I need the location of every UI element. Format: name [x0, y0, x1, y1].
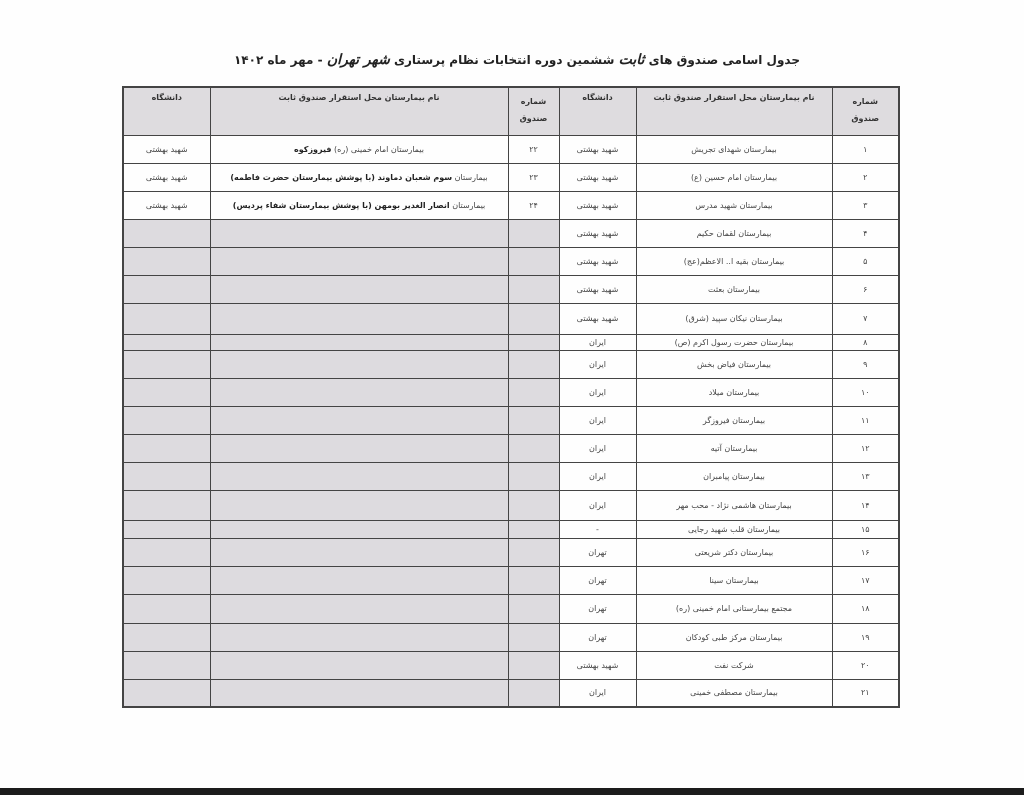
empty-cell [508, 490, 559, 520]
university: تهران [559, 594, 636, 623]
empty-cell [123, 275, 210, 303]
table-row [123, 275, 899, 303]
university: تهران [559, 623, 636, 651]
empty-cell [508, 434, 559, 462]
empty-cell [508, 406, 559, 434]
empty-cell [123, 462, 210, 490]
empty-cell [210, 406, 508, 434]
table-row [123, 434, 899, 462]
table-row [123, 679, 899, 707]
hospital-name: بیمارستان مصطفی خمینی [636, 679, 832, 707]
empty-cell [210, 247, 508, 275]
box-number: ۱۶ [832, 538, 899, 566]
box-number: ۱۳ [832, 462, 899, 490]
empty-cell [508, 520, 559, 538]
hospital-name: بیمارستان شهید مدرس [636, 191, 832, 219]
empty-cell [123, 566, 210, 594]
box-number: ۱۴ [832, 490, 899, 520]
empty-cell [508, 651, 559, 679]
empty-cell [508, 219, 559, 247]
bottom-bar [0, 788, 1024, 795]
empty-cell [123, 219, 210, 247]
header-box-number-left: شماره صندوق [508, 87, 559, 135]
hospital-name-bold: سوم شعبان دماوند (با پوشش بیمارستان حضرت فاطمه) [230, 172, 453, 182]
empty-cell [123, 303, 210, 334]
empty-cell [210, 651, 508, 679]
university: شهید بهشتی [559, 247, 636, 275]
hospital-name-prefix: بیمارستان امام خمینی (ره) [331, 144, 424, 154]
hospital-name: شرکت نفت [636, 651, 832, 679]
hospital-name [210, 135, 508, 163]
hospital-name: بیمارستان قلب شهید رجایی [636, 520, 832, 538]
empty-cell [123, 406, 210, 434]
title-part-2: ششمین دوره انتخابات نظام پرستاری [389, 53, 619, 67]
table-row [123, 191, 899, 219]
university: شهید بهشتی [559, 275, 636, 303]
hospital-name: بیمارستان هاشمی نژاد - محب مهر [636, 490, 832, 520]
hospital-name: بیمارستان امام حسین (ع) [636, 163, 832, 191]
hospital-name-prefix: بیمارستان [452, 172, 488, 182]
empty-cell [123, 378, 210, 406]
hospital-name-prefix: بیمارستان [449, 200, 486, 210]
box-number: ۷ [832, 303, 899, 334]
table-row [123, 520, 899, 538]
table-row [123, 334, 899, 350]
hospital-name: بیمارستان بقیه ا.. الاعظم(عج) [636, 247, 832, 275]
empty-cell [508, 594, 559, 623]
hospital-name: بیمارستان شهدای تجریش [636, 135, 832, 163]
empty-cell [508, 566, 559, 594]
university: ایران [559, 490, 636, 520]
university: شهید بهشتی [559, 219, 636, 247]
document-title [233, 48, 800, 72]
box-number: ۹ [832, 350, 899, 378]
hospital-name: بیمارستان مرکز طبی کودکان [636, 623, 832, 651]
university: ایران [559, 462, 636, 490]
box-number: ۱ [832, 135, 899, 163]
empty-cell [210, 594, 508, 623]
empty-cell [210, 378, 508, 406]
table-row [123, 623, 899, 651]
header-box-number-right: شماره صندوق [832, 87, 899, 135]
empty-cell [210, 538, 508, 566]
empty-cell [210, 462, 508, 490]
hospital-name: مجتمع بیمارستانی امام خمینی (ره) [636, 594, 832, 623]
title-part-date: - مهر ماه ۱۴۰۲ [233, 53, 327, 67]
hospital-name: بیمارستان دکتر شریعتی [636, 538, 832, 566]
hospital-name-bold: انصار الغدیر بومهن (با پوشش بیمارستان شفاء پردیس) [232, 200, 450, 210]
table-row [123, 350, 899, 378]
box-number: ۱۵ [832, 520, 899, 538]
empty-cell [508, 378, 559, 406]
table-row [123, 651, 899, 679]
table-row [123, 490, 899, 520]
university: ایران [559, 350, 636, 378]
hospital-name: بیمارستان فیاض بخش [636, 350, 832, 378]
table-row [123, 538, 899, 566]
empty-cell [210, 350, 508, 378]
empty-cell [123, 350, 210, 378]
box-number: ۱۱ [832, 406, 899, 434]
university: تهران [559, 566, 636, 594]
empty-cell [123, 247, 210, 275]
empty-cell [123, 434, 210, 462]
box-number: ۱۷ [832, 566, 899, 594]
university: - [559, 520, 636, 538]
table-header-row [123, 87, 899, 135]
table-row [123, 247, 899, 275]
header-hospital-right: نام بیمارستان محل استقرار صندوق ثابت [636, 87, 832, 135]
table-row [123, 594, 899, 623]
empty-cell [123, 594, 210, 623]
empty-cell [210, 566, 508, 594]
header-university-left: دانشگاه [123, 87, 210, 135]
empty-cell [210, 520, 508, 538]
empty-cell [210, 334, 508, 350]
empty-cell [123, 334, 210, 350]
empty-cell [210, 275, 508, 303]
empty-cell [123, 520, 210, 538]
box-number: ۱۸ [832, 594, 899, 623]
university: ایران [559, 434, 636, 462]
table-row [123, 462, 899, 490]
empty-cell [210, 303, 508, 334]
empty-cell [210, 623, 508, 651]
box-number: ۱۹ [832, 623, 899, 651]
table-row [123, 566, 899, 594]
university: شهید بهشتی [559, 135, 636, 163]
university: شهید بهشتی [559, 191, 636, 219]
empty-cell [508, 275, 559, 303]
box-number: ۲ [832, 163, 899, 191]
header-university-right: دانشگاه [559, 87, 636, 135]
hospital-name: بیمارستان بعثت [636, 275, 832, 303]
box-number: ۲۲ [508, 135, 559, 163]
table-row [123, 378, 899, 406]
hospital-name-bold: فیروزکوه [294, 144, 332, 154]
hospital-name: بیمارستان سینا [636, 566, 832, 594]
box-number: ۱۰ [832, 378, 899, 406]
hospital-name: بیمارستان پیامبران [636, 462, 832, 490]
hospital-name: بیمارستان فیروزگر [636, 406, 832, 434]
ballot-box-table [122, 86, 900, 708]
box-number: ۲۴ [508, 191, 559, 219]
university: ایران [559, 679, 636, 707]
box-number: ۳ [832, 191, 899, 219]
empty-cell [210, 434, 508, 462]
box-number: ۴ [832, 219, 899, 247]
box-number: ۲۰ [832, 651, 899, 679]
university: ایران [559, 378, 636, 406]
empty-cell [508, 334, 559, 350]
empty-cell [210, 219, 508, 247]
empty-cell [508, 623, 559, 651]
empty-cell [210, 679, 508, 707]
box-number: ۶ [832, 275, 899, 303]
university: شهید بهشتی [559, 303, 636, 334]
university: شهید بهشتی [123, 163, 210, 191]
empty-cell [123, 651, 210, 679]
university: شهید بهشتی [123, 135, 210, 163]
empty-cell [123, 623, 210, 651]
hospital-name: بیمارستان حضرت رسول اکرم (ص) [636, 334, 832, 350]
hospital-name: بیمارستان لقمان حکیم [636, 219, 832, 247]
empty-cell [210, 490, 508, 520]
box-number: ۸ [832, 334, 899, 350]
empty-cell [123, 538, 210, 566]
box-number: ۲۳ [508, 163, 559, 191]
table-row [123, 406, 899, 434]
empty-cell [508, 247, 559, 275]
title-part-fixed: ثابت [618, 52, 645, 68]
university: تهران [559, 538, 636, 566]
empty-cell [123, 679, 210, 707]
university: شهید بهشتی [559, 163, 636, 191]
university: شهید بهشتی [559, 651, 636, 679]
university: ایران [559, 406, 636, 434]
hospital-name: بیمارستان میلاد [636, 378, 832, 406]
header-hospital-left: نام بیمارستان محل استقرار صندوق ثابت [210, 87, 508, 135]
table-row [123, 219, 899, 247]
box-number: ۵ [832, 247, 899, 275]
hospital-name [210, 191, 508, 219]
table-row [123, 135, 899, 163]
empty-cell [123, 490, 210, 520]
title-part-city: شهر تهران [326, 52, 390, 68]
empty-cell [508, 538, 559, 566]
empty-cell [508, 350, 559, 378]
university: شهید بهشتی [123, 191, 210, 219]
hospital-name [210, 163, 508, 191]
empty-cell [508, 303, 559, 334]
hospital-name: بیمارستان نیکان سپید (شرق) [636, 303, 832, 334]
box-number: ۱۲ [832, 434, 899, 462]
empty-cell [508, 679, 559, 707]
table-row [123, 303, 899, 334]
table-row [123, 163, 899, 191]
box-number: ۲۱ [832, 679, 899, 707]
empty-cell [508, 462, 559, 490]
university: ایران [559, 334, 636, 350]
hospital-name: بیمارستان آتیه [636, 434, 832, 462]
title-part-1: جدول اسامی صندوق های [644, 53, 800, 67]
